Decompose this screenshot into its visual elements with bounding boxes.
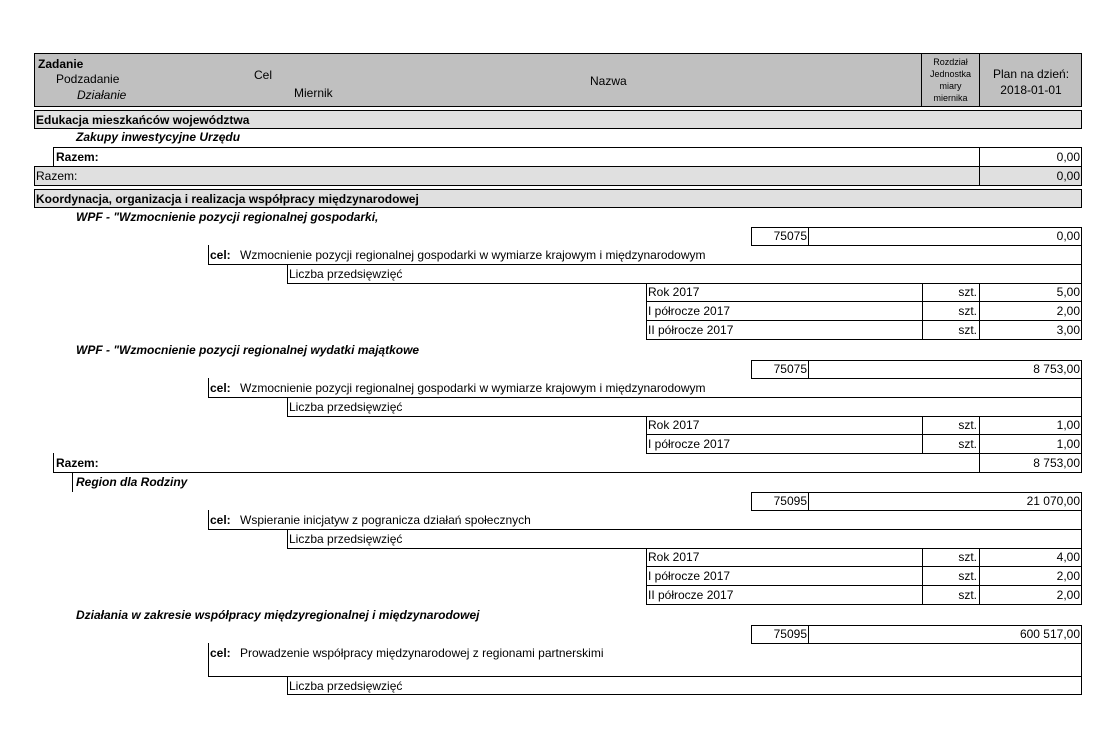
total-row: Razem: 0,00 [34, 166, 1082, 186]
rozdzial-value: 75075 [773, 362, 807, 376]
miernik-name: Liczba przedsięwzięć [289, 400, 403, 414]
header-plan: Plan na dzień: 2018-01-01 [992, 67, 1070, 97]
measure-rows: Rok 2017 szt. 4,00 I półrocze 2017 szt. 2,00 II półrocze 2017 szt. 2,00 [646, 548, 1082, 605]
miernik-name: Liczba przedsięwzięć [289, 679, 403, 693]
cel-label: cel: [210, 381, 231, 395]
cel-text: Wzmocnienie pozycji regionalnej gospodarki w wymiarze krajowym i międzynarodowym [240, 248, 706, 262]
header-zadanie: Zadanie [38, 57, 84, 71]
razem-label: Razem: [56, 150, 99, 164]
plan-value: 0,00 [1056, 229, 1080, 243]
rozdzial-value: 75075 [773, 229, 807, 243]
section-row: Edukacja mieszkańców województwa [34, 110, 1082, 129]
rozdzial-value: 75095 [773, 627, 807, 641]
task-title: WPF - "Wzmocnienie pozycji regionalnej wydatki majątkowe [76, 343, 420, 357]
plan-value: 8 753,00 [1033, 362, 1080, 376]
section-row: Koordynacja, organizacja i realizacja współpracy międzynarodowej [34, 189, 1082, 208]
razem-label: Razem: [56, 456, 99, 470]
header-nazwa: Nazwa [590, 74, 627, 88]
task-title: WPF - "Wzmocnienie pozycji regionalnej gospodarki, [76, 210, 379, 224]
cel-label: cel: [210, 248, 231, 262]
header-dzialanie: Działanie [77, 88, 127, 102]
rozdzial-value: 75095 [773, 494, 807, 508]
measure-rows: Rok 2017 szt. 5,00 I półrocze 2017 szt. 2,00 II półrocze 2017 szt. 3,00 [646, 283, 1082, 340]
header-miernik: Miernik [294, 86, 333, 100]
task-title: Zakupy inwestycyjne Urzędu [76, 130, 241, 144]
header-cel: Cel [254, 68, 273, 82]
cel-text: Wzmocnienie pozycji regionalnej gospodarki w wymiarze krajowym i międzynarodowym [240, 381, 706, 395]
header-podzadanie: Podzadanie [56, 72, 120, 86]
cel-label: cel: [210, 513, 231, 527]
razem-value: 8 753,00 [1033, 456, 1080, 470]
plan-value: 21 070,00 [1026, 494, 1080, 508]
measure-rows: Rok 2017 szt. 1,00 I półrocze 2017 szt. 1,00 [646, 416, 1082, 454]
cel-text: Wspieranie inicjatyw z pogranicza działań społecznych [240, 513, 531, 527]
task-title: Region dla Rodziny [76, 475, 188, 489]
task-title: Działania w zakresie współpracy międzyregionalnej i międzynarodowej [76, 608, 480, 622]
razem-value: 0,00 [1056, 150, 1080, 164]
plan-value: 600 517,00 [1019, 627, 1080, 641]
miernik-name: Liczba przedsięwzięć [289, 267, 403, 281]
cel-text: Prowadzenie współpracy międzynarodowej z regionami partnerskimi [240, 646, 604, 660]
header-rozdzial: Rozdział Jednostka miary miernika [929, 57, 972, 103]
table-header [34, 53, 1082, 107]
miernik-name: Liczba przedsięwzięć [289, 532, 403, 546]
cel-label: cel: [210, 646, 231, 660]
